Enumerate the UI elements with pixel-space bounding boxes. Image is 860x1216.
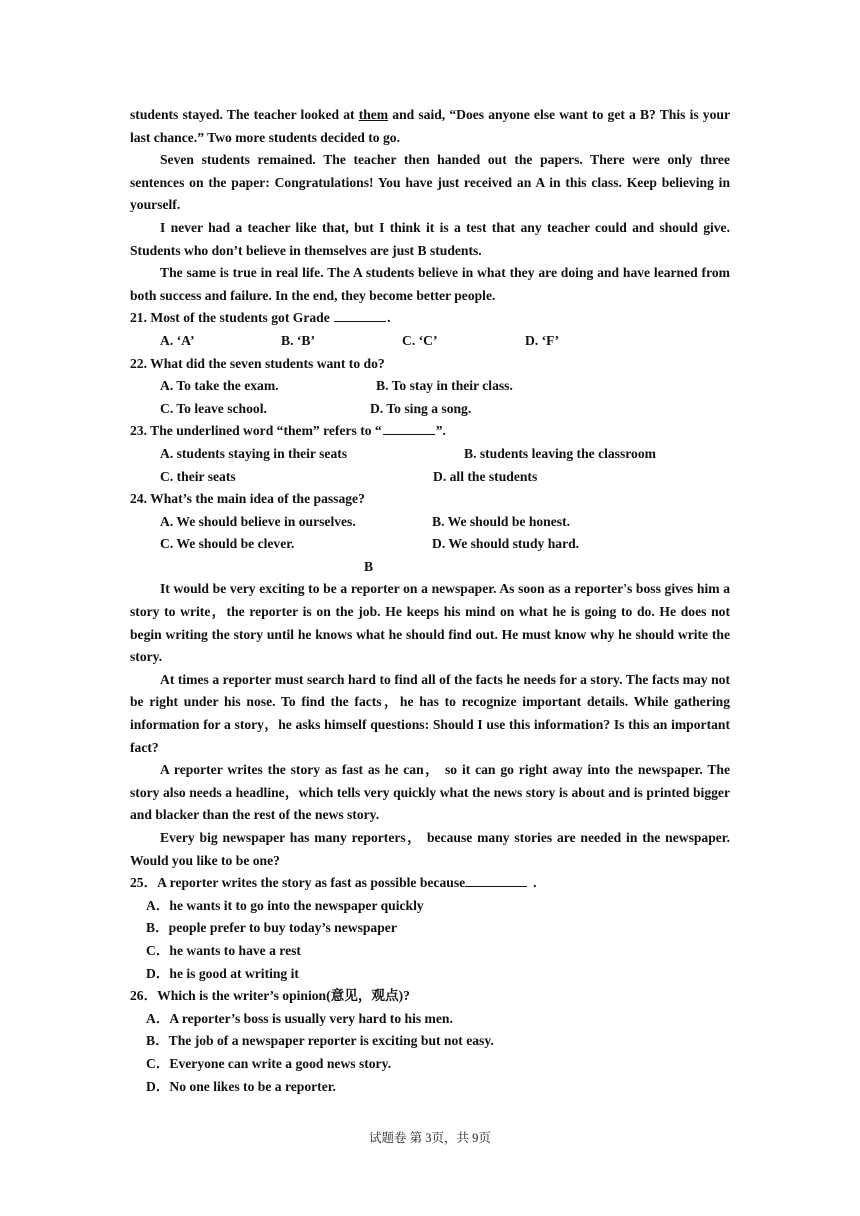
question-24-stem: 24. What’s the main idea of the passage? (130, 491, 365, 507)
option-d: D. ‘F’ (525, 332, 559, 348)
option-b: B. students leaving the classroom (464, 445, 656, 461)
question-text: . (387, 310, 391, 326)
option-a: A. We should believe in ourselves. (160, 513, 356, 529)
question-22-options (130, 375, 730, 398)
passage-a-paragraph (130, 104, 730, 149)
passage-b-paragraph: At times a reporter must search hard to find all of the facts he needs for a story. The facts may not be right under his nose. To find the facts，he has to recognize important details. While gathering information for a story，he asks himself questions: Should I use this information? Is this an important fact? (130, 671, 730, 755)
passage-b-paragraph: A reporter writes the story as fast as he can， so it can go right away into the newspaper. The story also needs a headline，which tells very quickly what the news story is about and is printed bigger and blacker than the rest of the news story. (130, 762, 730, 823)
question-text: ”. (435, 423, 446, 439)
question-21-options (130, 330, 730, 353)
question-25-stem (130, 872, 730, 895)
passage-b-paragraph: It would be very exciting to be a reporter on a newspaper. As soon as a reporter's boss gives him a story to write，the reporter is on the job. He keeps his mind on what he is going to do. He does not begin writing the story until he knows what he should find out. He must know why he should write the story. (130, 581, 730, 665)
option-c: C．Everyone can write a good news story. (146, 1055, 392, 1071)
passage-a-paragraph: Seven students remained. The teacher then handed out the papers. There were only three sentences on the paper: Congratulations! You have just received an A in this class. Keep believing in yourself. (130, 152, 730, 213)
question-21-stem (130, 307, 730, 330)
answer-blank (465, 874, 527, 887)
option-d: D. To sing a song. (370, 400, 472, 416)
question-text: 25．A reporter writes the story as fast as possible because (130, 875, 466, 891)
text-span: and said, “Does anyone else want to get a B? This is your last chance.” Two more students decided to go. (130, 107, 730, 145)
passage-b-heading: B (364, 558, 374, 574)
option-b: B. ‘B’ (281, 332, 315, 348)
question-24-options (130, 533, 730, 556)
underlined-word: them (358, 107, 389, 122)
answer-blank (334, 309, 386, 322)
option-c: C. To leave school. (160, 400, 267, 416)
question-22-stem: 22. What did the seven students want to do? (130, 355, 385, 371)
option-d: D. We should study hard. (432, 536, 580, 552)
question-23-options (130, 443, 730, 466)
question-22-options (130, 398, 730, 421)
option-a: A. To take the exam. (160, 378, 279, 394)
question-26-stem: 26．Which is the writer’s opinion(意见，观点)? (130, 988, 410, 1004)
question-23-options (130, 466, 730, 489)
answer-blank (383, 422, 435, 435)
exam-page-content (130, 104, 730, 1098)
option-a: A．A reporter’s boss is usually very hard to his men. (146, 1010, 453, 1026)
page-footer: 试题卷 第 3页，共 9页 (369, 1131, 491, 1145)
option-b: B. To stay in their class. (376, 378, 513, 394)
passage-a-paragraph: The same is true in real life. The A students believe in what they are doing and have learned from both success and failure. In the end, they become better people. (130, 265, 730, 303)
option-a: A. students staying in their seats (160, 445, 348, 461)
option-b: B. We should be honest. (432, 513, 570, 529)
option-d: D．he is good at writing it (146, 965, 299, 981)
option-a: A. ‘A’ (160, 332, 195, 348)
question-text: . (533, 875, 537, 891)
option-b: B．The job of a newspaper reporter is exciting but not easy. (146, 1033, 494, 1049)
question-24-options (130, 511, 730, 534)
option-c: C. their seats (160, 468, 236, 484)
option-d: D. all the students (433, 468, 538, 484)
option-c: C. We should be clever. (160, 536, 295, 552)
question-23-stem (130, 420, 730, 443)
option-c: C. ‘C’ (402, 332, 438, 348)
question-text: 21. Most of the students got Grade (130, 310, 334, 326)
option-c: C．he wants to have a rest (146, 942, 301, 958)
question-text: 23. The underlined word “them” refers to “ (130, 423, 382, 439)
passage-b-paragraph: Every big newspaper has many reporters， because many stories are needed in the newspaper. Would you like to be one? (130, 830, 730, 868)
option-a: A．he wants it to go into the newspaper quickly (146, 897, 424, 913)
passage-a-paragraph: I never had a teacher like that, but I think it is a test that any teacher could and should give. Students who don’t believe in themselves are just B students. (130, 219, 730, 258)
text-span: students stayed. The teacher looked at (130, 107, 359, 122)
option-d: D．No one likes to be a reporter. (146, 1078, 336, 1094)
option-b: B．people prefer to buy today’s newspaper (146, 920, 397, 936)
